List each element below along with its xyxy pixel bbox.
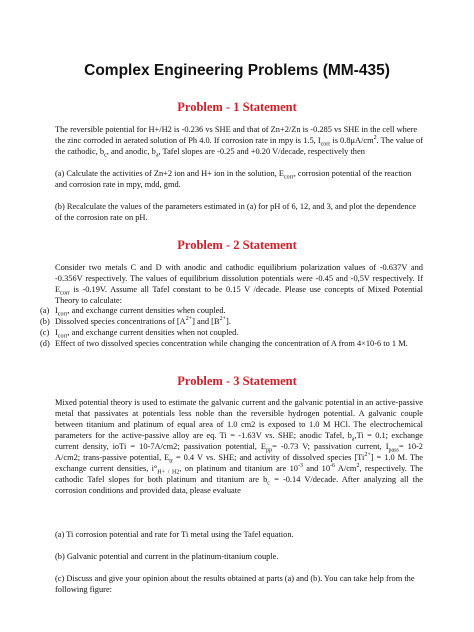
problem-1-heading: Problem - 1 Statement [177,100,297,114]
problem-2-heading: Problem - 2 Statement [177,238,297,252]
problem-3-intro: Mixed potential theory is used to estimate the galvanic current and the galvanic potential in an active-passive metal that passivates at potentials less noble than the reversible hydrogen potential. A galvanic couple between titanium and platinum of equal area of 1.0 cm2 is exposed to 1.0 M HCl. The electrochemical parameters for the active-passive alloy are eq. Ti = -1.63V vs. SHE; anodic Tafel, $b_a,Ti = 0.1$; exchange current density, ioTi = 10-7A/cm2; passivation potential, $E_{pp}= -0.73$ V; passivation current, $I_{pass}= 10-2$ A/cm2; trans-passive potential, $E_{tr} = 0.4$ V vs. SHE; and activity of dissolved species $[Ti^{2+}] = 1.0$ M. The exchange current densities, $i^\circ_{H+ / H2}$, on platinum and titanium are $10^{-3}$ and $10^{-6}$ $A/cm^2$, respectively. The cathodic Tafel slopes for both platinum and titanium are $b_c = -0.14$ V/decade. After analyzing all the corrosion conditions and provided data, please evaluate [55,398,424,495]
problem-3-part-b: (b) Galvanic potential and current in the platinum-titanium couple. [55,552,279,561]
problem-1-intro: The reversible potential for H+/H2 is -0.236 vs SHE and that of Zn+2/Zn is -0.285 vs SHE in the cell where the zinc corroded in aerated solution of Ph 4.0. If corrosion rate in mpy is 1.5, $I_{corr}$ is $0.8\mu A/cm^2$. The value of the cathodic, $b_c$, and anodic, $b_a$, Tafel slopes are -0.25 and +0.20 V/decade, respectively then [55,125,423,159]
problem-3-part-a: (a) Ti corrosion potential and rate for Ti metal using the Tafel equation. [55,530,294,539]
problem-2-intro: Consider two metals C and D with anodic and cathodic equilibrium polarization values of -0.637V and -0.356V respectively. The values of equilibrium dissolution potentials were -0.45 and -0,5V respectively. If $E_{corr}$ is -0.19V. Assume all Tafel constant to be 0.15 V /decade. Please use concepts of Mixed Potential Theory to calculate: [55,263,423,305]
problem-3-heading: Problem - 3 Statement [177,374,297,388]
problem-2-item-d: (d) Effect of two dissolved species concentration while changing the concentration of A from 4×10-6 to 1 M. [40,339,408,348]
document-title: Complex Engineering Problems (MM-435) [84,62,390,79]
problem-2-item-c: (c) $I_{corr}$, and exchange current densities when not coupled. [40,328,239,340]
problem-3-part-c: (c) Discuss and give your opinion about the results obtained at parts (a) and (b). You can take help from the following figure: [55,574,415,594]
problem-1-part-a: (a) Calculate the activities of Zn+2 ion and H+ ion in the solution, $E_{corr}$, corrosion potential of the reaction and corrosion rate in mpy, mdd, gmd. [55,169,412,189]
problem-1-part-b: (b) Recalculate the values of the parameters estimated in (a) for pH of 6, 12, and 3, and plot the dependence of the corrosion rate on pH. [55,202,417,222]
problem-2-item-b: (b) Dissolved species concentrations of $[A^{2+}]$ and $[B^{2+}]$. [40,316,231,326]
problem-2-item-a: (a) $I_{corr}$, and exchange current densities when coupled. [40,306,226,318]
